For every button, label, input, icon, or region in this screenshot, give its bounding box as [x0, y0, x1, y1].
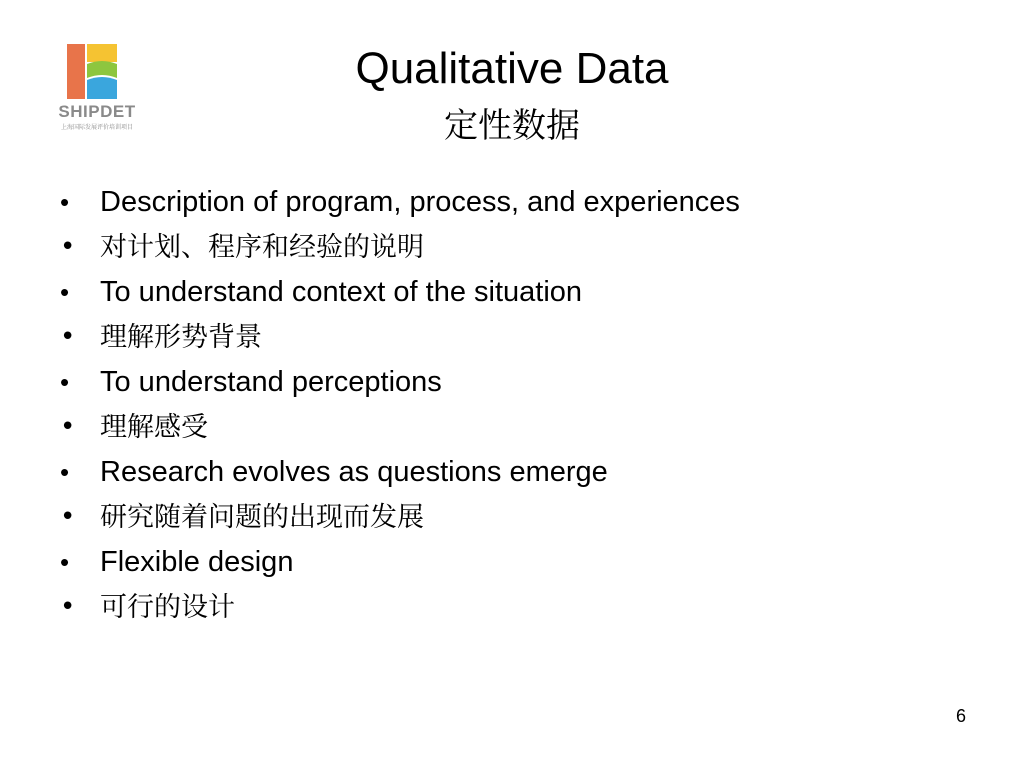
bullet-marker: • [60, 277, 70, 307]
bullet-item [58, 540, 740, 585]
bullet-text: Description of program, process, and experiences [100, 186, 740, 218]
bullet-text: 可行的设计 [100, 592, 235, 623]
bullet-marker: • [60, 592, 76, 622]
bullet-marker: • [60, 187, 70, 217]
bullet-text: 对计划、程序和经验的说明 [100, 232, 424, 263]
logo-subtitle: 上海国际发展评价培训项目 [60, 125, 133, 131]
bullet-marker: • [60, 502, 76, 532]
bullet-marker: • [60, 457, 70, 487]
bullet-text: Flexible design [100, 546, 294, 578]
bullet-text: To understand perceptions [100, 366, 442, 398]
bullet-text: 理解感受 [100, 412, 208, 443]
slide-title: Qualitative Data [355, 44, 669, 93]
bullet-item [58, 450, 740, 495]
bullet-item [58, 270, 740, 315]
bullet-text: 研究随着问题的出现而发展 [100, 502, 424, 533]
bullet-item [58, 405, 740, 450]
bullet-text: To understand context of the situation [100, 276, 583, 308]
bullet-item [58, 315, 740, 360]
bullet-text: Research evolves as questions emerge [100, 456, 608, 488]
bullet-marker: • [60, 232, 76, 262]
slide-subtitle: 定性数据 [444, 106, 580, 146]
bullet-marker: • [60, 322, 76, 352]
bullet-item [58, 585, 740, 630]
bullet-item [58, 225, 740, 270]
bullet-marker: • [60, 547, 70, 577]
bullet-item [58, 495, 740, 540]
page-number: 6 [955, 706, 966, 726]
bullet-item [58, 360, 740, 405]
bullet-item [58, 180, 740, 225]
bullet-marker: • [60, 367, 70, 397]
bullet-marker: • [60, 412, 76, 442]
bullet-text: 理解形势背景 [100, 322, 262, 353]
logo-name: SHIPDET [58, 102, 136, 121]
bullet-list [58, 180, 740, 630]
